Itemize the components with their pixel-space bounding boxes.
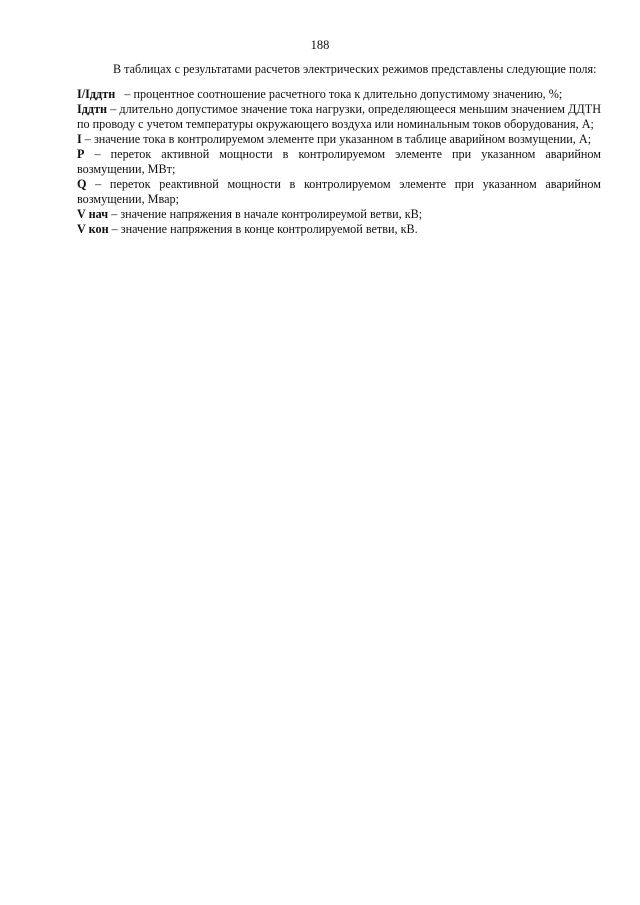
page-content (77, 62, 601, 237)
definition-term: I/Iддтн (77, 87, 116, 101)
definition-i-ratio (77, 87, 601, 102)
definition-term: V кон (77, 222, 109, 236)
definition-term: I (77, 132, 82, 146)
definition-text: – переток активной мощности в контролируемом элементе при указанном аварийном возмущении, МВт; (77, 147, 601, 176)
definition-term: P (77, 147, 85, 161)
definition-term: Iддтн (77, 102, 108, 116)
definition-term: Q (77, 177, 87, 191)
definition-term: V нач (77, 207, 109, 221)
page-number: 188 (310, 38, 330, 52)
intro-paragraph: В таблицах с результатами расчетов электрических режимов представлены следующие поля: (113, 62, 597, 76)
definition-text: – длительно допустимое значение тока нагрузки, определяющееся меньшим значением ДДТН по проводу с учетом температуры окружающего воздуха или номинальным токов оборудования, А; (77, 102, 601, 131)
definition-text: – переток реактивной мощности в контролируемом элементе при указанном аварийном возмущении, Мвар; (77, 177, 601, 206)
definition-v-start (77, 207, 601, 222)
definition-v-end (77, 222, 601, 237)
definition-i-ddtn (77, 102, 601, 132)
definition-text: – процентное соотношение расчетного тока к длительно допустимому значению, %; (115, 87, 563, 101)
definition-text: – значение тока в контролируемом элементе при указанном в таблице аварийном возмущении, А; (81, 132, 592, 146)
definition-i (77, 132, 601, 147)
definition-p (77, 147, 601, 177)
definition-q (77, 177, 601, 207)
definition-text: – значение напряжения в начале контролиреумой ветви, кВ; (108, 207, 423, 221)
definition-text: – значение напряжения в конце контролируемой ветви, кВ. (108, 222, 418, 236)
